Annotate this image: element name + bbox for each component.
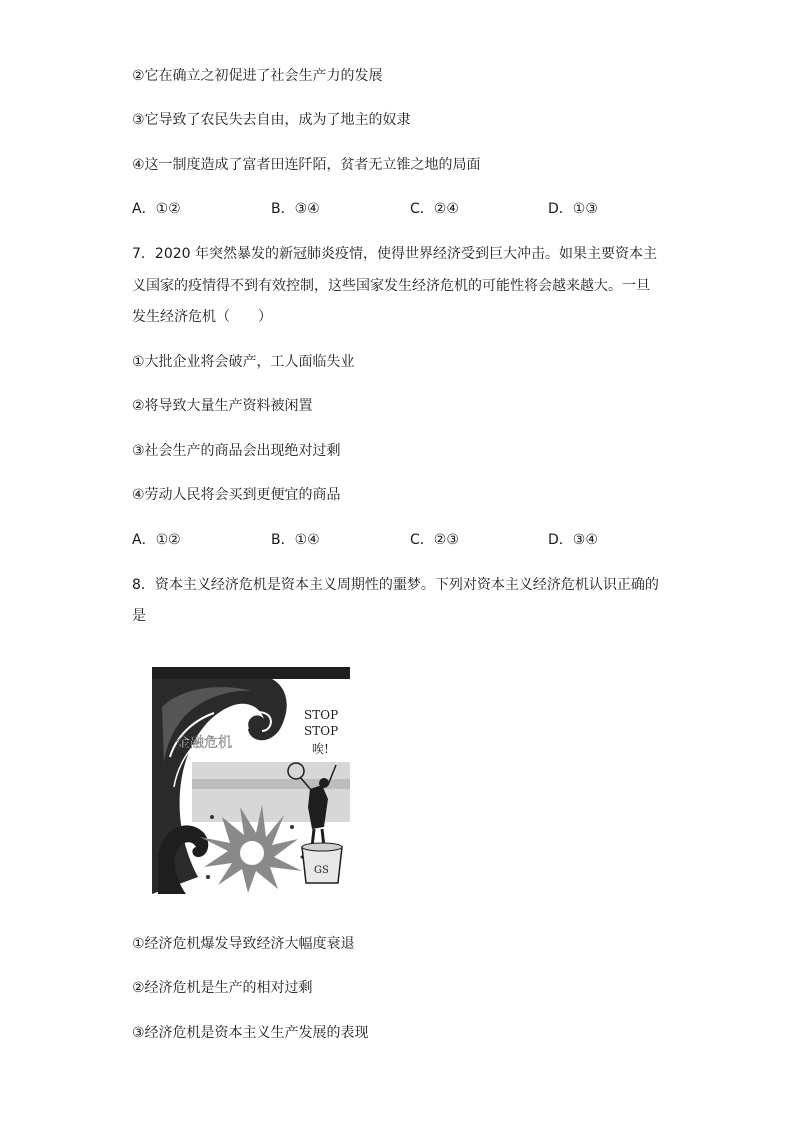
q7-statement-4: ④劳动人民将会买到更便宜的商品 [132, 487, 341, 503]
q7-stem-line-2: 义国家的疫情得不到有效控制，这些国家发生经济危机的可能性将会越来越大。一旦 [132, 278, 650, 294]
q8-stem-line-2: 是 [132, 608, 146, 624]
q7-stem-line-3: 发生经济危机（ ） [132, 309, 272, 325]
q7-option-b[interactable]: B．①④ [271, 532, 320, 548]
q7-option-a[interactable]: A．①② [132, 532, 181, 548]
bucket-label: GS [314, 865, 329, 876]
q6-option-a[interactable]: A．①② [132, 201, 181, 217]
q7-option-d[interactable]: D．③④ [548, 532, 598, 548]
q8-statement-2: ②经济危机是生产的相对过剩 [132, 980, 313, 996]
q6-option-d[interactable]: D．①③ [548, 201, 598, 217]
financial-crisis-cartoon [152, 667, 350, 894]
q7-statement-2: ②将导致大量生产资料被闲置 [132, 398, 313, 414]
q7-statement-1: ①大批企业将会破产，工人面临失业 [132, 354, 355, 370]
q8-statement-3: ③经济危机是资本主义生产发展的表现 [132, 1025, 369, 1041]
shout-stop-1: STOP [304, 708, 339, 722]
q8-stem-line-1: 8．资本主义经济危机是资本主义周期性的噩梦。下列对资本主义经济危机认识正确的 [132, 577, 659, 593]
q6-statement-3: ③它导致了农民失去自由，成为了地主的奴隶 [132, 112, 411, 128]
q7-option-c[interactable]: C．②③ [410, 532, 459, 548]
q7-stem-line-1: 7．2020 年突然暴发的新冠肺炎疫情，使得世界经济受到巨大冲击。如果主要资本主 [132, 246, 657, 262]
shout-sigh: 唉! [312, 742, 329, 756]
q6-option-c[interactable]: C．②④ [410, 201, 459, 217]
q6-statement-2: ②它在确立之初促进了社会生产力的发展 [132, 68, 383, 84]
q8-statement-1: ①经济危机爆发导致经济大幅度衰退 [132, 936, 355, 952]
wave-label: 金融危机 [176, 735, 232, 751]
top-band [152, 667, 350, 679]
q7-statement-3: ③社会生产的商品会出现绝对过剩 [132, 443, 341, 459]
shout-stop-2: STOP [304, 724, 339, 738]
q6-statement-4: ④这一制度造成了富者田连阡陌，贫者无立锥之地的局面 [132, 157, 481, 173]
q6-option-b[interactable]: B．③④ [271, 201, 320, 217]
